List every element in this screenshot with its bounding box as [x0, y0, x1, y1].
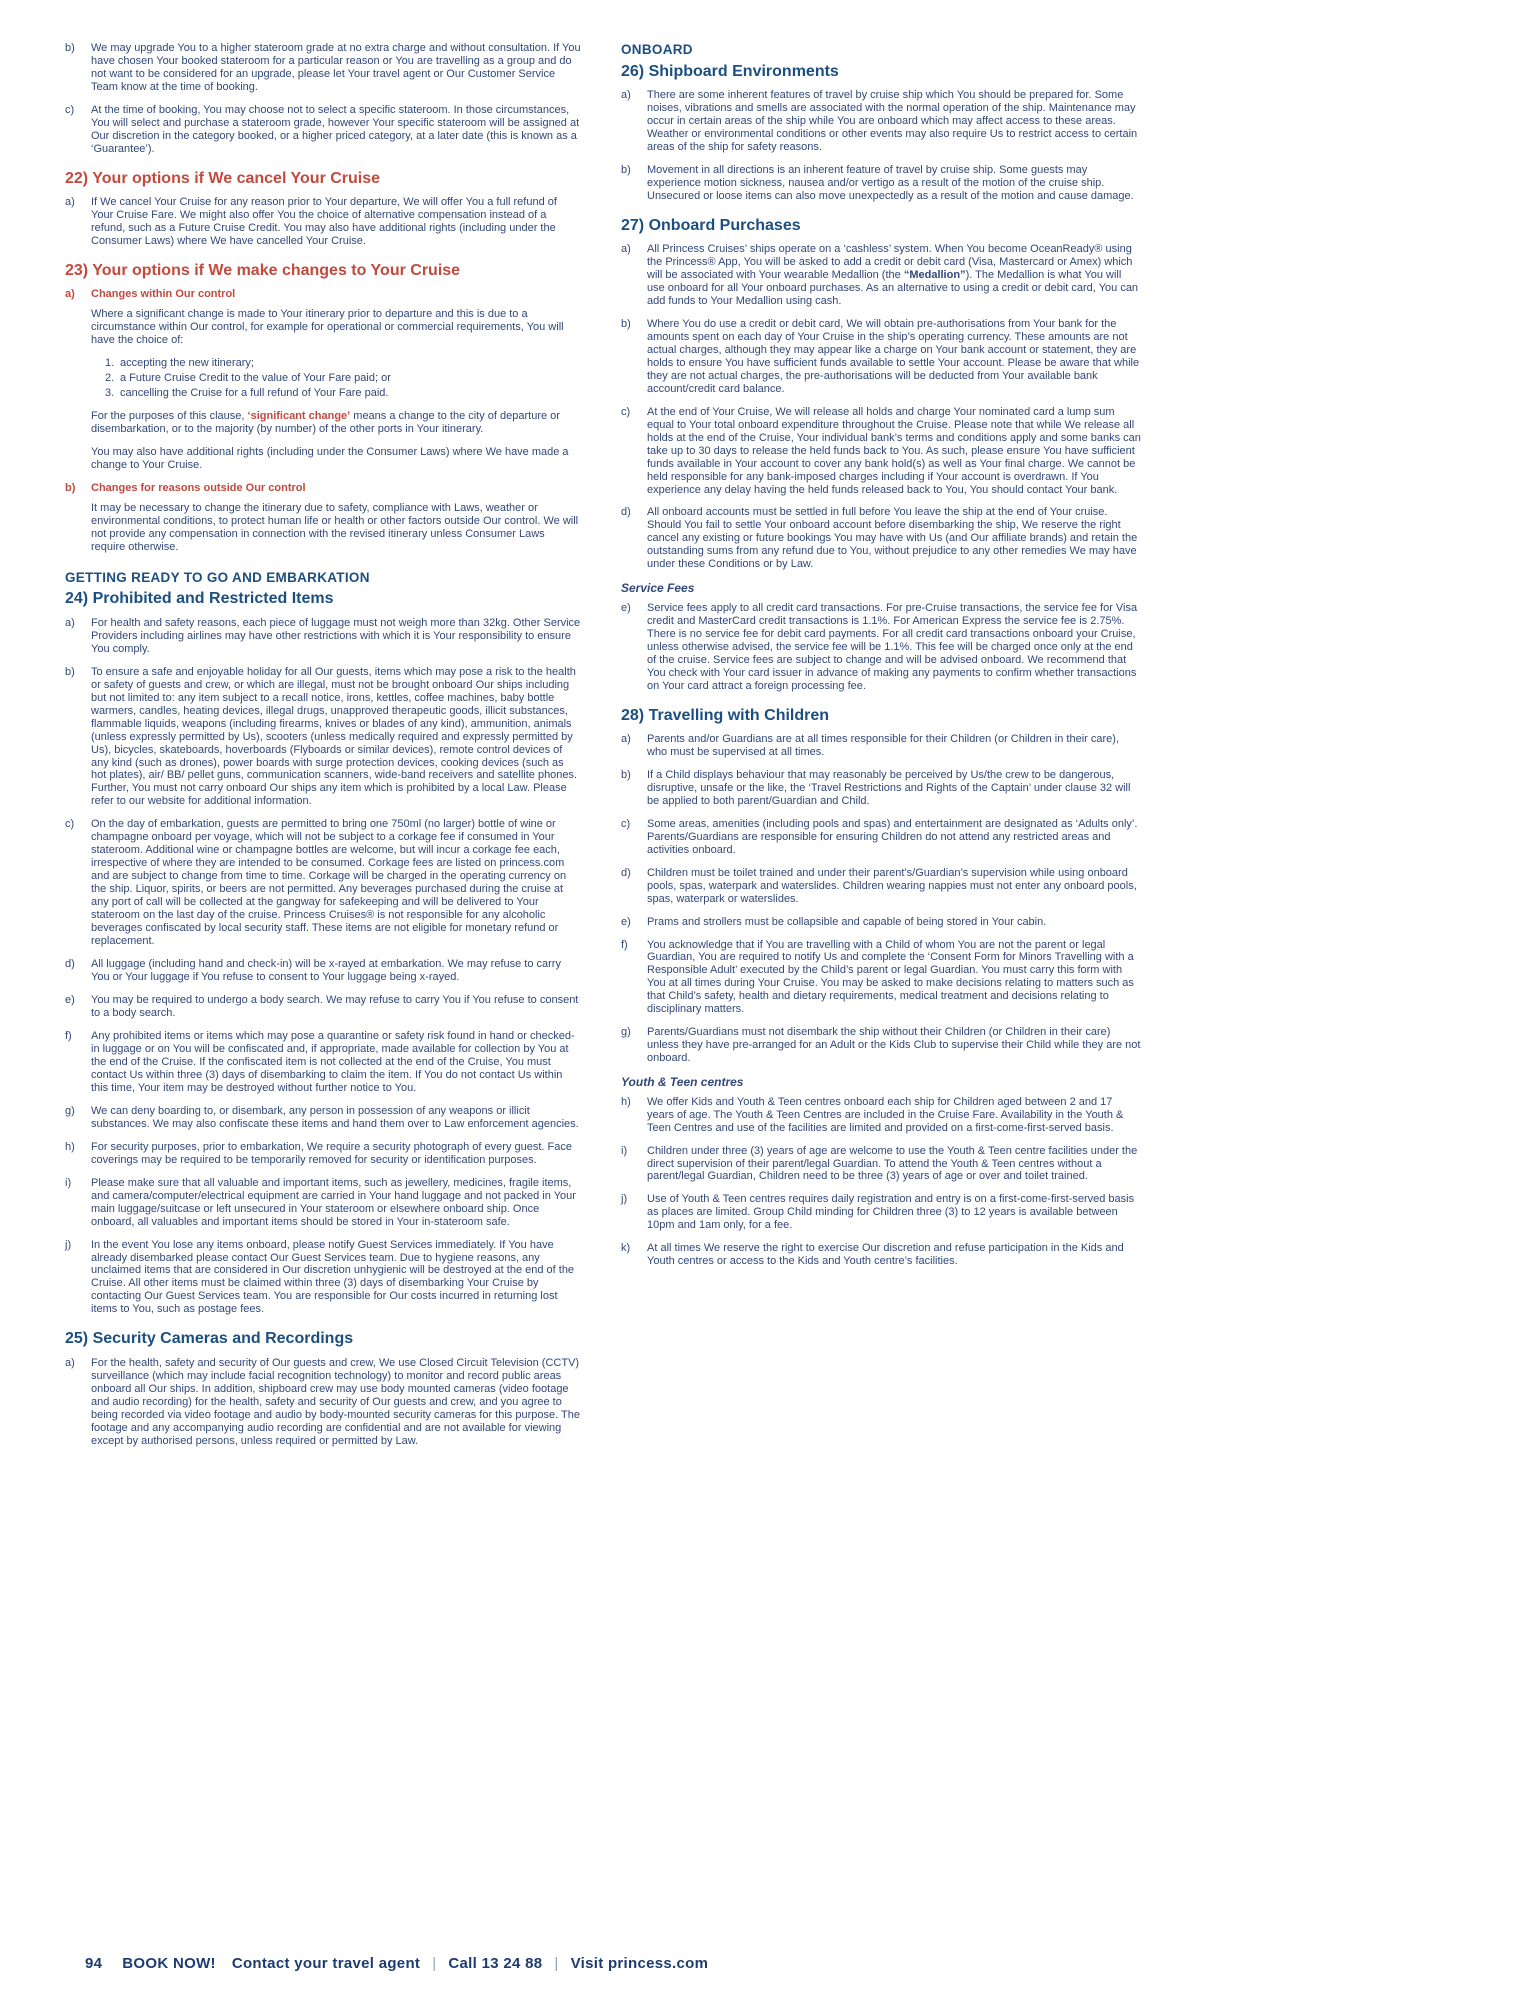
clause-text: On the day of embarkation, guests are permitted to bring one 750ml (no larger) bottle of wine or champagne onboard per voyage, which will not be subject to a corkage fee if consumed in Your stateroom. Additional wine or champagne bottles are welcome, but will incur a corkage fee each, irrespective of where they are intended to be consumed. Corkage fees are listed on princess.com and are subject to change from time to time. Corkage will be charged in the operating currency on the ship. Liquor, spirits, or beers are not permitted. Any beverages purchased during the cruise at any port of call will be collected at the gangway for safekeeping and will be delivered to Your stateroom on the last day of the cruise. Princess Cruises® is not responsible for any alcoholic beverages confiscated by local security staff. These items are not eligible for monetary refund or replacement. [91, 818, 567, 948]
subsection-heading: Youth & Teen centres [621, 1075, 744, 1090]
content-columns [65, 42, 1527, 1458]
clause-text: Parents/Guardians must not disembark the ship without their Children (or Children in their care) unless they have pre-arranged for an Adult or the Kids Club to supervise their Child while they are not onboard. [647, 1026, 1141, 1065]
list-number: 2. [105, 372, 115, 385]
clause-text: Use of Youth & Teen centres requires daily registration and entry is on a first-come-first-served basis as places are limited. Group Child minding for Children three (3) to 12 years is available between 10pm and 1am only, for a fee. [647, 1193, 1135, 1232]
book-now-text: BOOK NOW! [122, 1955, 216, 1972]
page-number: 94 [85, 1955, 103, 1972]
clause-text: You acknowledge that if You are travelling with a Child of whom You are not the parent or legal Guardian, You are required to notify Us and complete the ‘Consent Form for Minors Travelling with a Responsible Adult’ executed by the Child’s parent or legal Guardian. You must carry this form with You at all times during Your Cruise. You may be asked to make decisions relating to matters such as that Child’s safety, health and dietary requirements, medical treatment and decisions relating to disciplinary matters. [647, 938, 1134, 1016]
clause-text: Some areas, amenities (including pools and spas) and entertainment are designated as ‘Adults only’. Parents/Guardians are responsible for ensuring Children do not attend any restricted areas and activities onboard. [647, 817, 1138, 856]
left-column [65, 42, 581, 1458]
clause-letter: k) [621, 1242, 631, 1255]
page-footer [85, 1955, 708, 1972]
clause-letter: d) [65, 958, 75, 971]
list-text: accepting the new itinerary; [120, 357, 254, 370]
section-heading: 24) Prohibited and Restricted Items [65, 590, 334, 608]
clause-text: Any prohibited items or items which may pose a quarantine or safety risk found in hand or checked-in luggage or on You will be confiscated and, if appropriate, made available for collection by You at the end of the Cruise. If the confiscated item is not collected at the end of the Cruise, You must contact Us within three (3) days of disembarking to claim the item. If You do not contact Us within this time, Your item may be destroyed without further notice to You. [91, 1029, 575, 1094]
clause-letter: e) [621, 601, 631, 614]
clause-text: Children under three (3) years of age are welcome to use the Youth & Teen centre facilities under the direct supervision of their parent/legal Guardian. To attend the Youth & Teen centres without a parent/legal Guardian, Children need to be three (3) years of age or over and toilet trained. [647, 1144, 1138, 1183]
clause-text: At the end of Your Cruise, We will release all holds and charge Your nominated card a lump sum equal to Your total onboard expenditure throughout the Cruise. Please note that while We release all holds at the end of the Cruise, Your individual bank’s terms and conditions apply and some banks can take up to 30 days to release the held funds back to You. As such, please ensure You have sufficient funds available in Your account to cover any bank hold(s) as well as Your final charge. We cannot be held responsible for any bank-imposed charges including if Your account is overdrawn. If You experience any delay having the held funds released back to You, You should contact Your bank. [647, 405, 1141, 496]
clause-text: Please make sure that all valuable and important items, such as jewellery, medicines, fragile items, and camera/computer/electrical equipment are carried in Your hand luggage and not packed in Your main luggage/suitcase or left unsecured in Your stateroom or elsewhere onboard ship. Once onboard, all valuables and important items should be stored in Your in-stateroom safe. [91, 1176, 576, 1228]
clause-letter: b) [65, 665, 75, 678]
clause-letter: b) [65, 42, 75, 54]
contact-agent-text: Contact your travel agent [231, 1955, 421, 1972]
footer-separator: | [554, 1955, 559, 1972]
clause-item [65, 617, 581, 656]
clause-letter: b) [621, 768, 631, 781]
clause-text: All luggage (including hand and check-in) will be x-rayed at embarkation. We may refuse to carry You or Your luggage if You refuse to consent to Your luggage being x-rayed. [91, 958, 561, 984]
clause-item [65, 1177, 581, 1229]
clause-item [621, 318, 1142, 396]
list-text: a Future Cruise Credit to the value of Your Fare paid; or [120, 372, 391, 385]
numbered-list-item [105, 357, 581, 370]
clause-letter: e) [65, 994, 75, 1006]
numbered-list [105, 357, 581, 400]
clause-text: Children must be toilet trained and under their parent’s/Guardian’s supervision while using onboard pools, spas, waterpark and waterslides. Children wearing nappies must not enter any onboard pools, spas, waterpark or waterslides. [647, 866, 1137, 905]
clause-letter: a) [65, 196, 75, 209]
clause-text: We can deny boarding to, or disembark, any person in possession of any weapons or illicit substances. We may also confiscate these items and hand them over to Law enforcement agencies. [91, 1104, 579, 1130]
clause-letter: b) [621, 163, 631, 176]
right-column [621, 42, 1142, 1458]
clause-item [65, 1105, 581, 1131]
list-text: cancelling the Cruise for a full refund of Your Fare paid. [120, 387, 389, 400]
list-number: 3. [105, 387, 115, 400]
clause-text: Where You do use a credit or debit card, We will obtain pre-authorisations from Your bank for the amounts spent on each day of Your Cruise in the ship’s operating currency. These amounts are not actual charges, although they may appear like a charge on Your bank account or statement, they are holds to ensure You have sufficient funds available to settle Your account. Please be aware that while they are not actual charges, the pre-authorisations will be deducted from Your available bank account/credit card balance. [647, 317, 1140, 395]
list-number: 1. [105, 357, 115, 370]
clause-text: There are some inherent features of travel by cruise ship which You should be prepared for. Some noises, vibrations and smells are associated with the normal operation of the ship. Maintenance may occur in certain areas of the ship while You are onboard which may affect access to these areas. Weather or environmental conditions or other events may also require Us to restrict access to certain areas of the ship for safety reasons. [647, 88, 1138, 153]
clause-letter: d) [621, 866, 631, 879]
clause-letter: c) [621, 817, 631, 830]
text-run: All Princess Cruises’ ships operate on a ‘cashless’ system. When You become OceanReady® using the Princess® App, You will be asked to add a credit or debit card (Visa, Mastercard or Amex) which will be associated with Your wearable Medallion (the [647, 243, 1133, 281]
section-heading: 27) Onboard Purchases [621, 216, 801, 234]
clause-paragraph: It may be necessary to change the itinerary due to safety, compliance with Laws, weather or environmental conditions, to protect human life or health or other factors outside Our control. We will not provide any compensation in connection with the revised itinerary unless Consumer Laws require otherwise. [91, 502, 579, 553]
clause-item [621, 818, 1142, 857]
clause-item [65, 482, 581, 495]
clause-item [621, 1096, 1142, 1135]
clause-text: For the health, safety and security of Our guests and crew, We use Closed Circuit Television (CCTV) surveillance (which may include facial recognition technology) to monitor and record public areas onboard all Our ships. In addition, shipboard crew may use body mounted cameras (video footage and audio recording) for the health, safety and security of Our guests and crew, and you agree to being recorded via video footage and audio by body-mounted security cameras for this purpose. The footage and any accompanying audio recording are confidential and are not available for viewing except by authorised persons, unless required or permitted by Law. [91, 1356, 580, 1447]
section-heading: 23) Your options if We make changes to Your Cruise [65, 262, 461, 280]
clause-letter: f) [621, 938, 628, 951]
clause-item [65, 958, 581, 984]
clause-item [65, 104, 581, 156]
emphasis-text: ‘significant change’ [247, 410, 351, 423]
clause-letter: f) [65, 1029, 72, 1042]
section-heading: 28) Travelling with Children [621, 706, 830, 724]
emphasis-text: “Medallion” [903, 268, 966, 281]
clause-item [621, 602, 1142, 693]
clause-item [621, 164, 1142, 203]
clause-letter: a) [621, 88, 631, 101]
clause-letter: j) [65, 1238, 72, 1251]
section-heading: 25) Security Cameras and Recordings [65, 1330, 354, 1348]
text-run: ). The Medallion is what You will use onboard for all Your onboard purchases. As an alternative to using a credit or debit card, You can add funds to Your Medallion using cash. [647, 268, 1139, 307]
clause-item [621, 769, 1142, 808]
numbered-list-item [105, 372, 581, 385]
clause-text: To ensure a safe and enjoyable holiday for all Our guests, items which may pose a risk to the health or safety of guests and crew, or which are illegal, must not be brought onboard Our ships including but not limited to: any item subject to a recall notice, irons, kettles, coffee machines, baby bottle warmers, candles, heating devices, illegal drugs, unapproved therapeutic goods, illicit substances, flammable liquids, weapons (including firearms, knives or blades of any kind), ammunition, animals (unless expressly permitted by Us), scooters (unless medically required and expressly permitted by Us), bicycles, skateboards, hoverboards (Flyboards or similar devices), remote control devices of any kind (such as drones), power boards with surge protection devices, cooking devices (such as hot plates), air/ BB/ pellet guns, communication scanners, wide-band receivers and satellite phones. Further, You must not carry onboard Our ships any item which is prohibited by a local Law. Please refer to our website for additional information. [91, 665, 578, 808]
clause-text: Changes within Our control [91, 288, 236, 301]
clause-text: If a Child displays behaviour that may reasonably be perceived by Us/the crew to be dangerous, disruptive, unsafe or the like, the ‘Travel Restrictions and Rights of the Captain’ under clause 32 will be applied to both parent/Guardian and Child. [647, 768, 1131, 807]
clause-item [65, 1141, 581, 1167]
clause-text: If We cancel Your Cruise for any reason prior to Your departure, We will offer You a full refund of Your Cruise Fare. We might also offer You the choice of alternative compensation instead of a refund, such as a Future Cruise Credit. You may also have additional rights (including under the Consumer Laws) where We have cancelled Your Cruise. [91, 196, 557, 248]
clause-item [65, 1239, 581, 1317]
clause-text: Changes for reasons outside Our control [91, 482, 306, 495]
clause-paragraph: You may also have additional rights (including under the Consumer Laws) where We have made a change to Your Cruise. [91, 446, 569, 472]
subsection-heading: Service Fees [621, 581, 695, 596]
text-run: For the purposes of this clause, [91, 410, 248, 423]
clause-letter: j) [621, 1193, 628, 1206]
clause-letter: i) [621, 1144, 628, 1157]
clause-item [65, 818, 581, 948]
numbered-list-item [105, 387, 581, 400]
clause-text: Parents and/or Guardians are at all times responsible for their Children (or Children in their care), who must be supervised at all times. [647, 732, 1119, 758]
clause-item [621, 916, 1142, 929]
clause-letter: a) [621, 732, 631, 745]
visit-website-text: Visit princess.com [570, 1955, 709, 1972]
clause-letter: g) [65, 1104, 75, 1117]
clause-text: Service fees apply to all credit card transactions. For pre-Cruise transactions, the service fee for Visa credit and MasterCard credit transactions is 1.1%. For American Express the service fee is 2.75%. There is no service fee for debit card payments. For all credit card transactions onboard your Cruise, unless otherwise advised, the service fee will be 1.1%. This fee will be charged once only at the end of the cruise. Service fees are subject to change and will be advised onboard. We recommend that You check with Your card issuer in advance of making any payments to confirm whether transactions on Your card attract a foreign processing fee. [647, 601, 1138, 692]
clause-item [65, 1357, 581, 1448]
clause-letter: c) [65, 103, 75, 116]
clause-text: All onboard accounts must be settled in full before You leave the ship at the end of Your cruise. Should You fail to settle Your onboard account before disembarking the ship, We reserve the right cancel any existing or future bookings You may have with Us (and Our affiliate brands) and retain the outstanding sums from any refund due to You, without prejudice to any other remedies We may have under these Conditions or by Law. [647, 506, 1138, 571]
clause-letter: c) [65, 818, 75, 831]
clause-text: We may upgrade You to a higher stateroom grade at no extra charge and without consultation. If You have chosen Your booked stateroom for a particular reason or You are travelling as a group and do not want to be considered for an upgrade, please let Your travel agent or Our Customer Service Team know at the time of booking. [91, 42, 581, 93]
clause-item [621, 89, 1142, 154]
call-number-text: Call 13 24 88 [448, 1955, 543, 1972]
clause-item [621, 506, 1142, 571]
text-run: means a change to the city of departure or disembarkation, or to the majority (by number) of the other ports in Your itinerary. [91, 410, 560, 436]
clause-letter: c) [621, 405, 631, 418]
clause-paragraph [91, 410, 581, 436]
clause-text: We offer Kids and Youth & Teen centres onboard each ship for Children aged between 2 and 17 years of age. The Youth & Teen Centres are included in the Cruise Fare. Availability in the Youth & Teen Centres and use of the facilities are limited and provided on a first-come-first-served basis. [647, 1095, 1124, 1134]
clause-letter: h) [621, 1095, 631, 1108]
clause-letter: b) [621, 317, 631, 330]
clause-paragraph: Where a significant change is made to Your itinerary prior to departure and this is due to a circumstance within Our control, for example for operational or commercial requirements, You will have the choice of: [91, 308, 564, 347]
clause-text: At all times We reserve the right to exercise Our discretion and refuse participation in the Kids and Youth centres or access to the Kids and Youth centre’s facilities. [647, 1242, 1124, 1268]
clause-letter: h) [65, 1140, 75, 1153]
clause-item [621, 243, 1142, 308]
clause-item [65, 994, 581, 1020]
clause-item [621, 867, 1142, 906]
clause-item [65, 196, 581, 248]
footer-separator: | [432, 1955, 437, 1972]
section-heading: 22) Your options if We cancel Your Cruise [65, 169, 381, 187]
clause-item [621, 406, 1142, 497]
clause-letter: b) [65, 482, 76, 495]
clause-letter: d) [621, 506, 631, 519]
clause-letter: e) [621, 915, 631, 928]
clause-text: At the time of booking, You may choose not to select a specific stateroom. In those circumstances, You will select and purchase a stateroom grade, however Your specific stateroom will be assigned at Our discretion in the category booked, or a higher priced category, at a later date (this is known as a ‘Guarantee’). [91, 103, 580, 155]
clause-text: Movement in all directions is an inherent feature of travel by cruise ship. Some guests may experience motion sickness, nausea and/or vertigo as a result of the motion of the cruise ship. Unsecured or loose items can also move unexpectedly as a result of the motion and cause damage. [647, 163, 1134, 202]
clause-letter: a) [65, 1356, 75, 1369]
clause-item [621, 939, 1142, 1017]
clause-item [621, 1145, 1142, 1184]
clause-item [621, 1193, 1142, 1232]
clause-text: You may be required to undergo a body search. We may refuse to carry You if You refuse to consent to a body search. [91, 994, 579, 1019]
clause-letter: a) [621, 243, 631, 256]
clause-letter: i) [65, 1176, 72, 1189]
clause-item [621, 733, 1142, 759]
clause-item [621, 1242, 1142, 1268]
clause-text: For health and safety reasons, each piece of luggage must not weigh more than 32kg. Other Service Providers including airlines may have other restrictions with which it is Your responsibility to ensure You comply. [91, 616, 581, 655]
clause-text: For security purposes, prior to embarkation, We require a security photograph of every guest. Face coverings may be required to be temporarily removed for security or identification purposes. [91, 1140, 572, 1166]
clause-text: In the event You lose any items onboard, please notify Guest Services immediately. If You have already disembarked please contact Our Guest Services team. Due to hygiene reasons, any unclaimed items that are considered in Our discretion unhygienic will be destroyed at the end of the Cruise. All other items must be claimed within three (3) days of disembarking Your Cruise by contacting Our Guest Services team. You are responsible for Our costs incurred in returning lost items to You, such as postage fees. [91, 1238, 575, 1316]
clause-text [647, 243, 1142, 308]
section-heading: 26) Shipboard Environments [621, 62, 839, 80]
part-heading: GETTING READY TO GO AND EMBARKATION [65, 569, 370, 585]
clause-letter: a) [65, 616, 75, 629]
clause-letter: a) [65, 288, 75, 301]
clause-item [65, 42, 581, 94]
clause-item [621, 1026, 1142, 1065]
clause-text: Prams and strollers must be collapsible and capable of being stored in Your cabin. [647, 915, 1047, 928]
clause-item [65, 288, 581, 301]
part-heading: ONBOARD [621, 42, 693, 57]
clause-item [65, 1030, 581, 1095]
clause-letter: g) [621, 1026, 631, 1039]
clause-item [65, 666, 581, 809]
